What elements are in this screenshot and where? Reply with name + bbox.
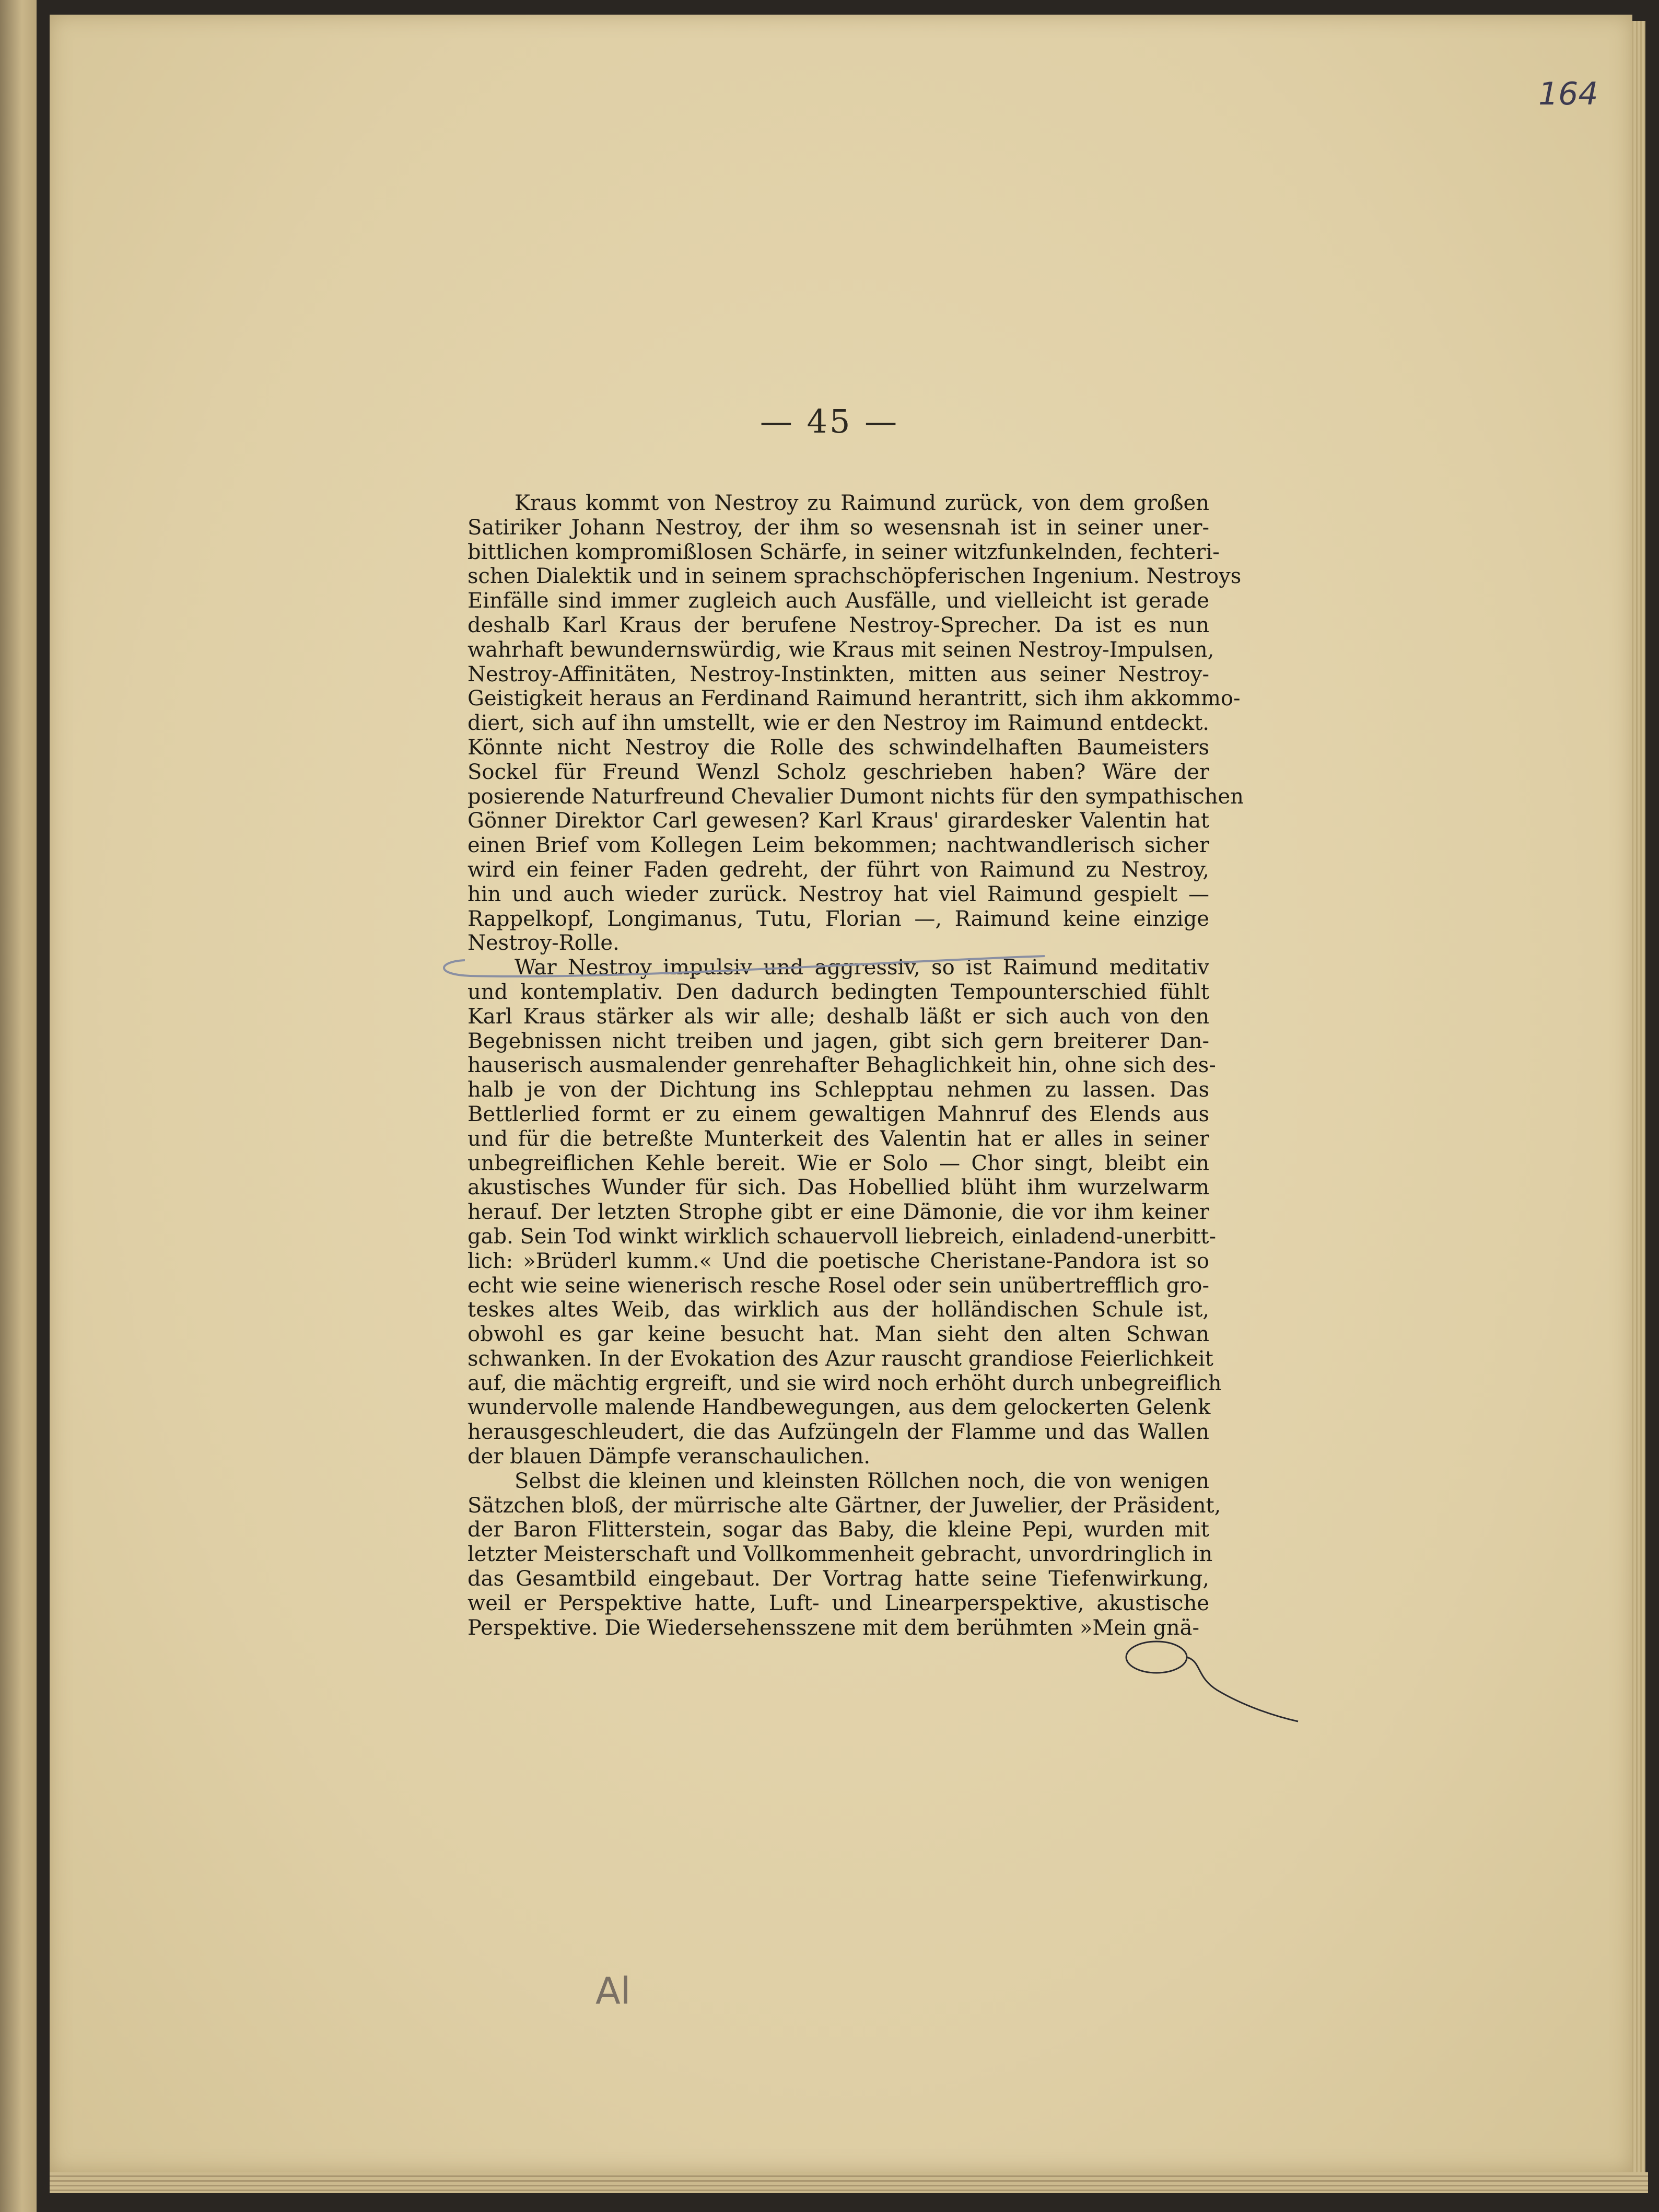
text-line: weil er Perspektive hatte, Luft- und Linearperspektive, akustische [468,1591,1209,1615]
text-line: herausgeschleudert, die das Aufzüngeln der Flamme und das Wallen [468,1420,1209,1445]
text-line: obwohl es gar keine besucht hat. Man sieht den alten Schwan [468,1322,1209,1347]
text-line: schen Dialektik und in seinem sprachschöpferischen Ingenium. Nestroys [468,564,1242,589]
text-line: teskes altes Weib, das wirklich aus der holländischen Schule ist, [468,1298,1209,1322]
text-line: einen Brief vom Kollegen Leim bekommen; nachtwandlerisch sicher [468,833,1209,858]
text-line: Kraus kommt von Nestroy zu Raimund zurück, von dem großen [515,491,1209,515]
text-line: lich: »Brüderl kumm.« Und die poetische Cheristane-Pandora ist so [468,1249,1209,1273]
text-line: Satiriker Johann Nestroy, der ihm so wesensnah ist in seiner uner- [468,515,1209,540]
adjacent-page-edge [0,0,37,2212]
text-line: Gönner Direktor Carl gewesen? Karl Kraus' girardesker Valentin hat [468,809,1209,833]
paragraph-3 [468,1469,1221,1640]
text-line: gab. Sein Tod winkt wirklich schauervoll liebreich, einladend-unerbitt- [468,1224,1217,1249]
text-line: Sockel für Freund Wenzl Scholz geschrieben haben? Wäre der [468,760,1209,784]
text-line: das Gesamtbild eingebaut. Der Vortrag hatte seine Tiefenwirkung, [468,1567,1209,1591]
text-line: wird ein feiner Faden gedreht, der führt von Raimund zu Nestroy, [468,857,1209,882]
text-line: halb je von der Dichtung ins Schlepptau nehmen zu lassen. Das [468,1078,1209,1102]
text-line: herauf. Der letzten Strophe gibt er eine Dämonie, die vor ihm keiner [468,1200,1209,1225]
text-line: der Baron Flitterstein, sogar das Baby, die kleine Pepi, wurden mit [468,1518,1209,1542]
text-line: wahrhaft bewundernswürdig, wie Kraus mit seinen Nestroy-Impulsen, [468,637,1214,662]
text-line: Nestroy-Rolle. [468,931,620,956]
paragraph-1 [468,491,1244,956]
text-line: akustisches Wunder für sich. Das Hobellied blüht ihm wurzelwarm [468,1175,1209,1200]
paragraph-2 [468,956,1222,1469]
text-line: bittlichen kompromißlosen Schärfe, in seiner witzfunkelnden, fechteri- [468,540,1220,564]
pencil-mark: Al [595,1970,631,2012]
text-line: Rappelkopf, Longimanus, Tutu, Florian —, Raimund keine einzige [468,906,1209,931]
text-line: Karl Kraus stärker als wir alle; deshalb läßt er sich auch von den [468,1004,1209,1029]
text-line: Geistigkeit heraus an Ferdinand Raimund herantritt, sich ihm akkommo- [468,686,1241,711]
text-line: Selbst die kleinen und kleinsten Röllchen noch, die von wenigen [515,1469,1209,1493]
text-line: deshalb Karl Kraus der berufene Nestroy-Sprecher. Da ist es nun [468,613,1209,637]
text-line: diert, sich auf ihn umstellt, wie er den Nestroy im Raimund entdeckt. [468,711,1209,736]
text-line: Nestroy-Affinitäten, Nestroy-Instinkten, mitten aus seiner Nestroy- [468,662,1209,686]
text-line: Sätzchen bloß, der mürrische alte Gärtner, der Juwelier, der Präsident, [468,1493,1221,1518]
text-line: hauserisch ausmalender genrehafter Behaglichkeit hin, ohne sich des- [468,1053,1216,1078]
page-number: — 45 — [760,402,899,440]
text-line: Begebnissen nicht treiben und jagen, gibt sich gern breiterer Dan- [468,1029,1209,1053]
text-line: letzter Meisterschaft und Vollkommenheit gebracht, unvordringlich in [468,1542,1213,1567]
text-line: hin und auch wieder zurück. Nestroy hat viel Raimund gespielt — [468,882,1209,906]
text-line: Einfälle sind immer zugleich auch Ausfälle, und vielleicht ist gerade [468,589,1209,613]
archive-number: 164 [1538,76,1598,112]
text-line: echt wie seine wienerisch resche Rosel oder sein unübertrefflich gro- [468,1273,1209,1298]
text-line: Bettlerlied formt er zu einem gewaltigen Mahnruf des Elends aus [468,1102,1209,1126]
text-line: wundervolle malende Handbewegungen, aus dem gelockerten Gelenk [468,1395,1211,1420]
text-line: und kontemplativ. Den dadurch bedingten Tempounterschied fühlt [468,980,1209,1004]
text-line: der blauen Dämpfe veranschaulichen. [468,1445,871,1469]
text-line: und für die betreßte Munterkeit des Valentin hat er alles in seiner [468,1126,1209,1151]
text-line: auf, die mächtig ergreift, und sie wird noch erhöht durch unbegreiflich [468,1371,1222,1395]
text-line: schwanken. In der Evokation des Azur rauscht grandiose Feierlichkeit [468,1346,1213,1371]
text-line: Perspektive. Die Wiedersehensszene mit dem berühmten »Mein gnä- [468,1615,1199,1640]
text-line: War Nestroy impulsiv und aggressiv, so ist Raimund meditativ [515,956,1209,980]
text-line: posierende Naturfreund Chevalier Dumont nichts für den sympathischen [468,784,1244,809]
page-stack-edge-bottom [50,2172,1648,2193]
text-line: Könnte nicht Nestroy die Rolle des schwindelhaften Baumeisters [468,735,1209,760]
body-text [468,491,1244,1640]
text-line: unbegreiflichen Kehle bereit. Wie er Solo — Chor singt, bleibt ein [468,1151,1209,1175]
